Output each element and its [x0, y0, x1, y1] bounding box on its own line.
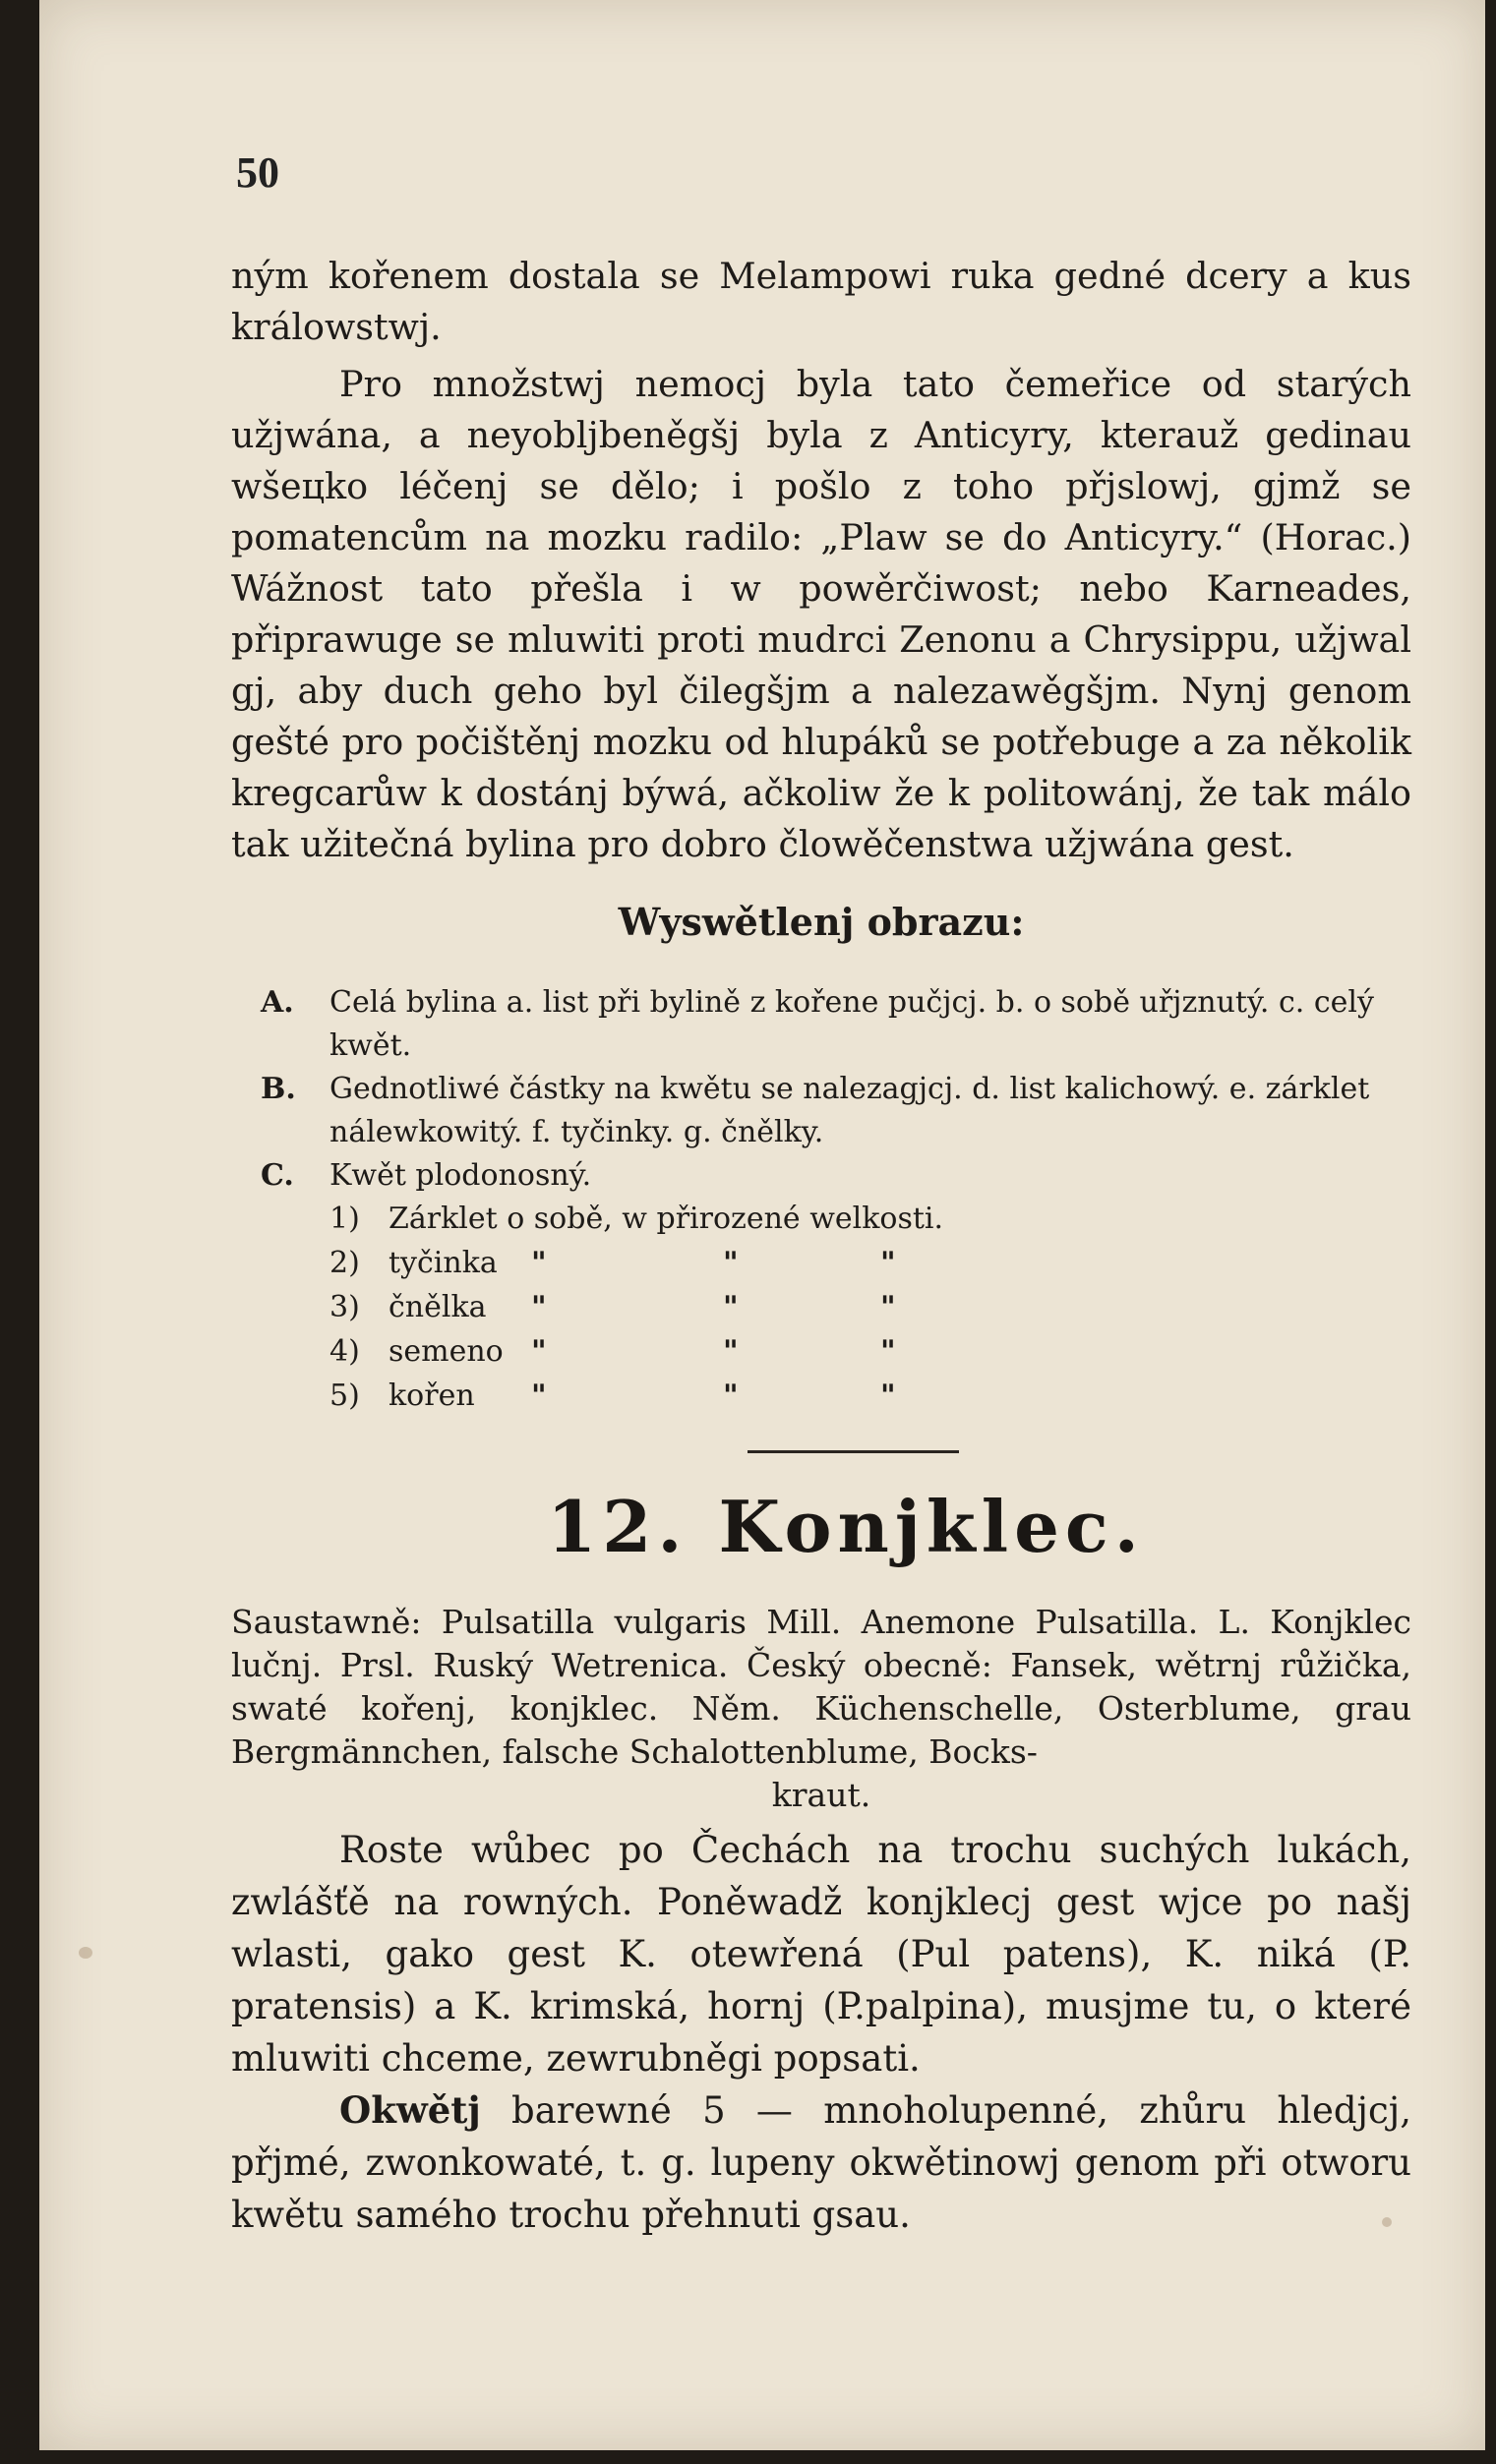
item-number: 5): [329, 1379, 360, 1413]
ditto-mark: ": [880, 1246, 896, 1280]
paragraph-hellebore: [231, 359, 1411, 870]
ditto-mark: ": [723, 1290, 739, 1324]
legend-title: Wyswětlenj obrazu:: [618, 900, 1025, 944]
synonyms-end: kraut.: [771, 1776, 871, 1814]
legend-text: Celá bylina a. list při bylině z kořene pučjcj. b. o sobě uřjznutý. c. celý kwět.: [329, 985, 1374, 1063]
item-number: 2): [329, 1246, 360, 1280]
legend-entry-c: [231, 1154, 1411, 1198]
legend-key: C.: [261, 1158, 294, 1193]
item-text: Zárklet o sobě, w přirozené welkosti.: [389, 1202, 944, 1236]
synonyms-text: Saustawně: Pulsatilla vulgaris Mill. Anemone Pulsatilla. L. Konjklec lučnj. Prsl. Ruský Wetrenica. Český obecně: Fansek, wětrnj růžička, swaté kořenj, konjklec. Něm. Küchenschelle, Osterblume, grau Bergmännchen, falsche Schalottenblume, Bocks-: [231, 1603, 1411, 1771]
ditto-mark: ": [723, 1334, 739, 1369]
legend-text: Kwět plodonosný.: [329, 1158, 592, 1193]
habitat-paragraph: Roste wůbec po Čechách na trochu suchých lukách, zwlášťě na rowných. Poněwadž konjklecj gest wjce po našj wlasti, gako gest K. otewřená (Pul patens), K. niká (P. pratensis) a K. krimská, hornj (P.palpina), musjme tu, o které mluwiti chceme, zewrubněgi popsati.: [231, 1829, 1411, 2080]
paragraph-text: ným kořenem dostala se Melampowi ruka gedné dcery a kus králowstwj.: [231, 255, 1411, 348]
legend-key: A.: [261, 985, 294, 1020]
ditto-mark: ": [880, 1379, 896, 1413]
description-text: barewné 5 — mnoholupenné, zhůru hledjcj, přjmé, zwonkowaté, t. g. lupeny okwětinowj genom při otworu kwětu samého trochu přehnuti gsau.: [231, 2089, 1411, 2236]
ditto-mark: ": [531, 1379, 547, 1413]
section-body: [231, 1824, 1411, 2241]
ditto-mark: ": [880, 1290, 896, 1324]
legend-entry-a: [231, 981, 1411, 1068]
paragraph-text: Pro množstwj nemocj byla tato čemeřice od starých užjwána, a neyoblјbeněgšj byla z Anticyry, kterauž gedinau wšeцko léčenj se dělo; i pošlo z toho přjslowj, gjmž se pomatencům na mozku radilo: „Plaw se do Anticyry.“ (Horac.) Wážnost tato přešla i w powěrčiwost; nebo Karneades, připrawuge se mluwiti proti mudrci Zenonu a Chrysippu, užjwal gj, aby duch geho byl čilegšjm a nalezawěgšjm. Nynj genom gešté pro počištěnj mozku od hlupáků se potřebuge a za několik kregcarůw k dostánj býwá, ačkoliw že k politowánj, že tak málo tak užitečná bylina pro dobro člowěčenstwa užjwána gest.: [231, 363, 1411, 865]
description-paragraph: [231, 2084, 1411, 2241]
item-text: tyčinka: [389, 1246, 498, 1280]
paragraph-continued: [231, 251, 1411, 353]
ditto-mark: ": [531, 1246, 547, 1280]
term-lead: Okwětj: [339, 2088, 481, 2132]
legend-subitem: [231, 1286, 1411, 1330]
legend-subitem: [231, 1242, 1411, 1286]
item-text: čnělka: [389, 1290, 487, 1324]
legend-text: Gednotliwé částky na kwětu se nalezagjcj. d. list kalichowý. e. zárklet nálewkowitý. f. tyčinky. g. čnělky.: [329, 1072, 1370, 1149]
ditto-mark: ": [723, 1379, 739, 1413]
item-number: 1): [329, 1202, 360, 1236]
legend-sublist: [231, 1198, 1411, 1419]
item-number: 4): [329, 1334, 360, 1369]
ditto-mark: ": [880, 1334, 896, 1369]
figure-legend: [231, 981, 1411, 1419]
legend-subitem: [231, 1375, 1411, 1419]
ditto-mark: ": [531, 1334, 547, 1369]
legend-key: B.: [261, 1072, 296, 1106]
synonyms-block: [231, 1601, 1411, 1817]
ditto-mark: ": [723, 1246, 739, 1280]
section-heading: 12. Konjklec.: [547, 1485, 1145, 1568]
item-number: 3): [329, 1290, 360, 1324]
page-number: 50: [236, 148, 279, 197]
paper-stain: [79, 1947, 92, 1959]
item-text: semeno: [389, 1334, 504, 1369]
item-text: kořen: [389, 1379, 475, 1413]
book-page: [39, 0, 1485, 2450]
section-divider: [748, 1450, 959, 1453]
ditto-mark: ": [531, 1290, 547, 1324]
legend-subitem: [231, 1330, 1411, 1375]
legend-entry-b: [231, 1068, 1411, 1154]
legend-subitem: [231, 1198, 1411, 1242]
